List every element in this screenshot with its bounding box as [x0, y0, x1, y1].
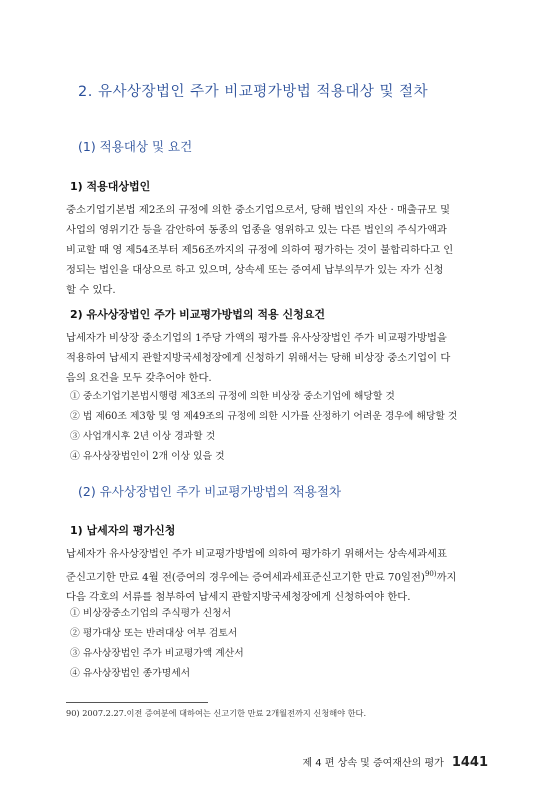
requirements-list — [70, 387, 490, 467]
text-line: 납세자가 유사상장법인 주가 비교평가방법에 의하여 평가하기 위해서는 상속세과세표 — [66, 548, 447, 560]
list-item: ③ 유사상장법인 주가 비교평가액 계산서 — [70, 648, 244, 659]
text-line: 정되는 법인을 대상으로 하고 있으며, 상속세 또는 증여세 납부의무가 있는 자가 신청 — [66, 264, 444, 276]
footer-label: 제 4 편 상속 및 증여재산의 평가 — [302, 758, 444, 769]
section-heading-2: (2) 유사상장법인 주가 비교평가방법의 적용절차 — [78, 484, 342, 499]
section-heading-1: (1) 적용대상 및 요건 — [78, 139, 193, 154]
text-line: 적용하여 납세지 관할지방국세청장에게 신청하기 위해서는 당해 비상장 중소기업이 다 — [66, 352, 451, 364]
list-item: ④ 유사상장법인이 2개 이상 있을 것 — [70, 451, 225, 462]
text-fragment: 까지 — [436, 571, 457, 584]
text-line-with-footnote — [66, 564, 486, 587]
list-item: ② 평가대상 또는 반려대상 여부 검토서 — [70, 628, 238, 639]
footnote-divider — [66, 702, 208, 703]
footnote-marker[interactable]: 90) — [424, 570, 437, 578]
list-item: ① 비상장중소기업의 주식평가 신청서 — [70, 608, 232, 619]
text-line: 다음 각호의 서류를 첨부하여 납세지 관할지방국세청장에게 신청하여야 한다. — [66, 591, 411, 604]
main-heading: 2. 유사상장법인 주가 비교평가방법 적용대상 및 절차 — [78, 84, 429, 100]
text-line: 사업의 영위기간 등을 감안하여 동종의 업종을 영위하고 있는 다른 법인의 주식가액과 — [66, 224, 447, 236]
text-line: 납세자가 비상장 중소기업의 1주당 가액의 평가를 유사상장법인 주가 비교평가방법을 — [66, 332, 447, 344]
list-item: ④ 유사상장법인 종가명세서 — [70, 668, 191, 679]
list-item: ③ 사업개시후 2년 이상 경과할 것 — [70, 431, 216, 442]
item-heading-requirements: 2) 유사상장법인 주가 비교평가방법의 적용 신청요건 — [70, 308, 325, 321]
page-number: 1441 — [451, 755, 488, 770]
paragraph-requirements — [66, 328, 486, 388]
paragraph-application — [66, 544, 486, 607]
page-footer — [302, 754, 488, 770]
list-item: ② 법 제60조 제3항 및 영 제49조의 규정에 의한 시가를 산정하기 어려운 경우에 해당할 것 — [70, 411, 458, 422]
footnote: 90) 2007.2.27.이전 증여분에 대하여는 신고기한 만료 2개월전까지 신청해야 한다. — [66, 708, 367, 718]
text-line: 중소기업기본법 제2조의 규정에 의한 중소기업으로서, 당해 법인의 자산 · 매출규모 및 — [66, 204, 451, 216]
text-line: 비교할 때 영 제54조부터 제56조까지의 규정에 의하여 평가하는 것이 불합리하다고 인 — [66, 244, 454, 256]
list-item: ① 중소기업기본법시행령 제3조의 규정에 의한 비상장 중소기업에 해당할 것 — [70, 391, 395, 402]
text-line: 할 수 있다. — [66, 284, 116, 296]
item-heading-application: 1) 납세자의 평가신청 — [70, 524, 176, 537]
text-line: 음의 요건을 모두 갖추어야 한다. — [66, 372, 212, 384]
item-heading-target-corp: 1) 적용대상법인 — [70, 180, 151, 193]
paragraph-target-corp — [66, 200, 486, 300]
text-fragment: 준신고기한 만료 4월 전(증여의 경우에는 증여세과세표준신고기한 만료 70일전) — [66, 571, 425, 584]
documents-list — [70, 604, 490, 684]
